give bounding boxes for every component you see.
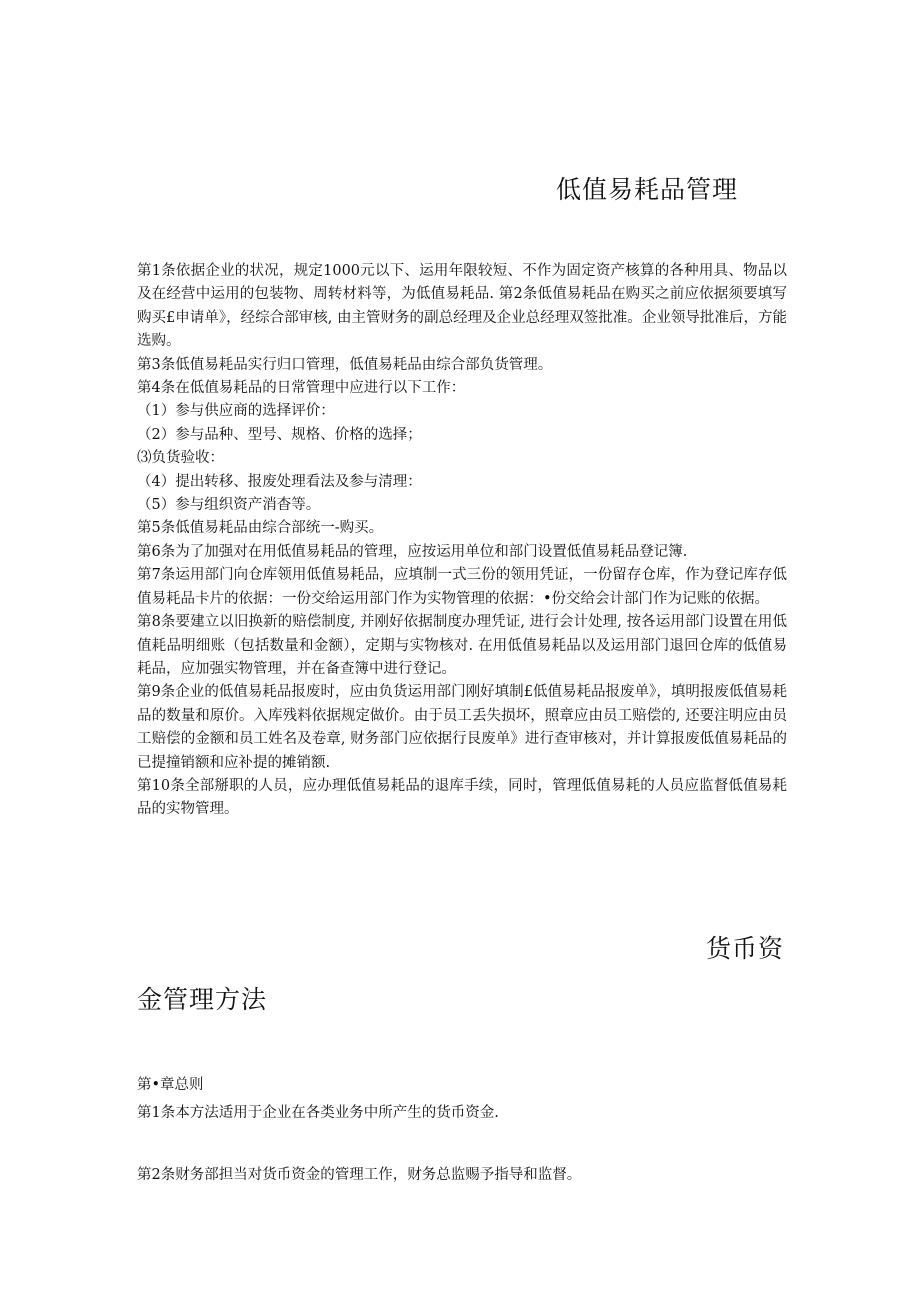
list-item: （1）参与供应商的选择评价：: [137, 403, 335, 420]
section-body-low-value-consumables: [137, 260, 787, 822]
paragraph-article-10: 第10条全部掰职的人员，应办理低值易耗品的退库手续，同时，管理低值易耗的人员应监督低值易耗品的实物管理。: [137, 777, 787, 818]
paragraph-article-3: 第3条低值易耗品实行归口管理，低值易耗品由综合部负货管理。: [137, 356, 553, 373]
paragraph-article-2: 第2条财务部担当对货币资金的管理工作，财务总监赐予指导和监督。: [137, 1167, 582, 1183]
paragraph-article-6: 第6条为了加强对在用低值易耗品的管理，应按运用单位和部门设置低值易耗品登记簿.: [137, 543, 688, 560]
list-item: ⑶负货验收：: [137, 450, 224, 467]
paragraph-articles-1-2: 第1条依据企业的状况，规定1000元以下、运用年限较短、不作为固定资产核算的各种用具、物品以及在经营中运用的包装物、周转材料等，为低值易耗品. 第2条低值易耗品在购买之前应依据须要填写购买£申请单》，经综合部审核, 由主管财务的副总经理及企业总经理双签批准。企业领导批准后，方能选购。: [137, 263, 787, 350]
chapter-heading: 第•章总则: [137, 1077, 204, 1093]
paragraph-article-4: 第4条在低值易耗品的日常管理中应进行以下工作：: [137, 380, 466, 397]
list-item: （5）参与组织资产消杳等。: [137, 497, 321, 514]
paragraph-article-9: 第9条企业的低值易耗品报废时，应由负货运用部门刚好填制£低值易耗品报废单》，填明报废低值易耗品的数量和原价。入库残料依据规定做价。由于员工丢失损坏，照章应由员工赔偿的, 还要注明应由员工赔偿的金额和员工姓名及卷章, 财务部门应依据行艮废单》进行查审核对，并计算报废低值易耗品的已提撞销额和应补提的摊销额.: [137, 684, 787, 771]
section-title-monetary-funds-part2: 金管理方法: [137, 985, 268, 1014]
list-item: （2）参与品种、型号、规格、价格的选择；: [137, 426, 422, 443]
list-item: （4）提出转移、报废处理看法及参与清理：: [137, 473, 422, 490]
section-title-low-value-consumables: 低值易耗品管理: [556, 175, 739, 204]
paragraph-article-5: 第5条低值易耗品由综合部统一-购买。: [137, 520, 384, 537]
paragraph-article-8: 第8条要建立以旧换新的赔偿制度, 并刚好依据制度办理凭证, 进行会计处理, 按各运用部门设置在用低值耗品明细账（包括数量和金额），定期与实物核对. 在用低值易耗品以及运用部门退回仓库的低值易耗品，应加强实物管理，并在备查簿中进行登记。: [137, 614, 787, 677]
section-title-monetary-funds-part1: 货币资: [706, 934, 785, 963]
paragraph-article-1: 第1条本方法适用于企业在各类业务中所产生的货币资金.: [137, 1105, 499, 1121]
paragraph-article-7: 第7条运用部门向仓库领用低值易耗品，应填制一式三份的领用凭证，一份留存仓库，作为登记库存低值易耗品卡片的依据：一份交给运用部门作为实物管理的依据：•份交给会计部门作为记账的依据。: [137, 567, 787, 607]
